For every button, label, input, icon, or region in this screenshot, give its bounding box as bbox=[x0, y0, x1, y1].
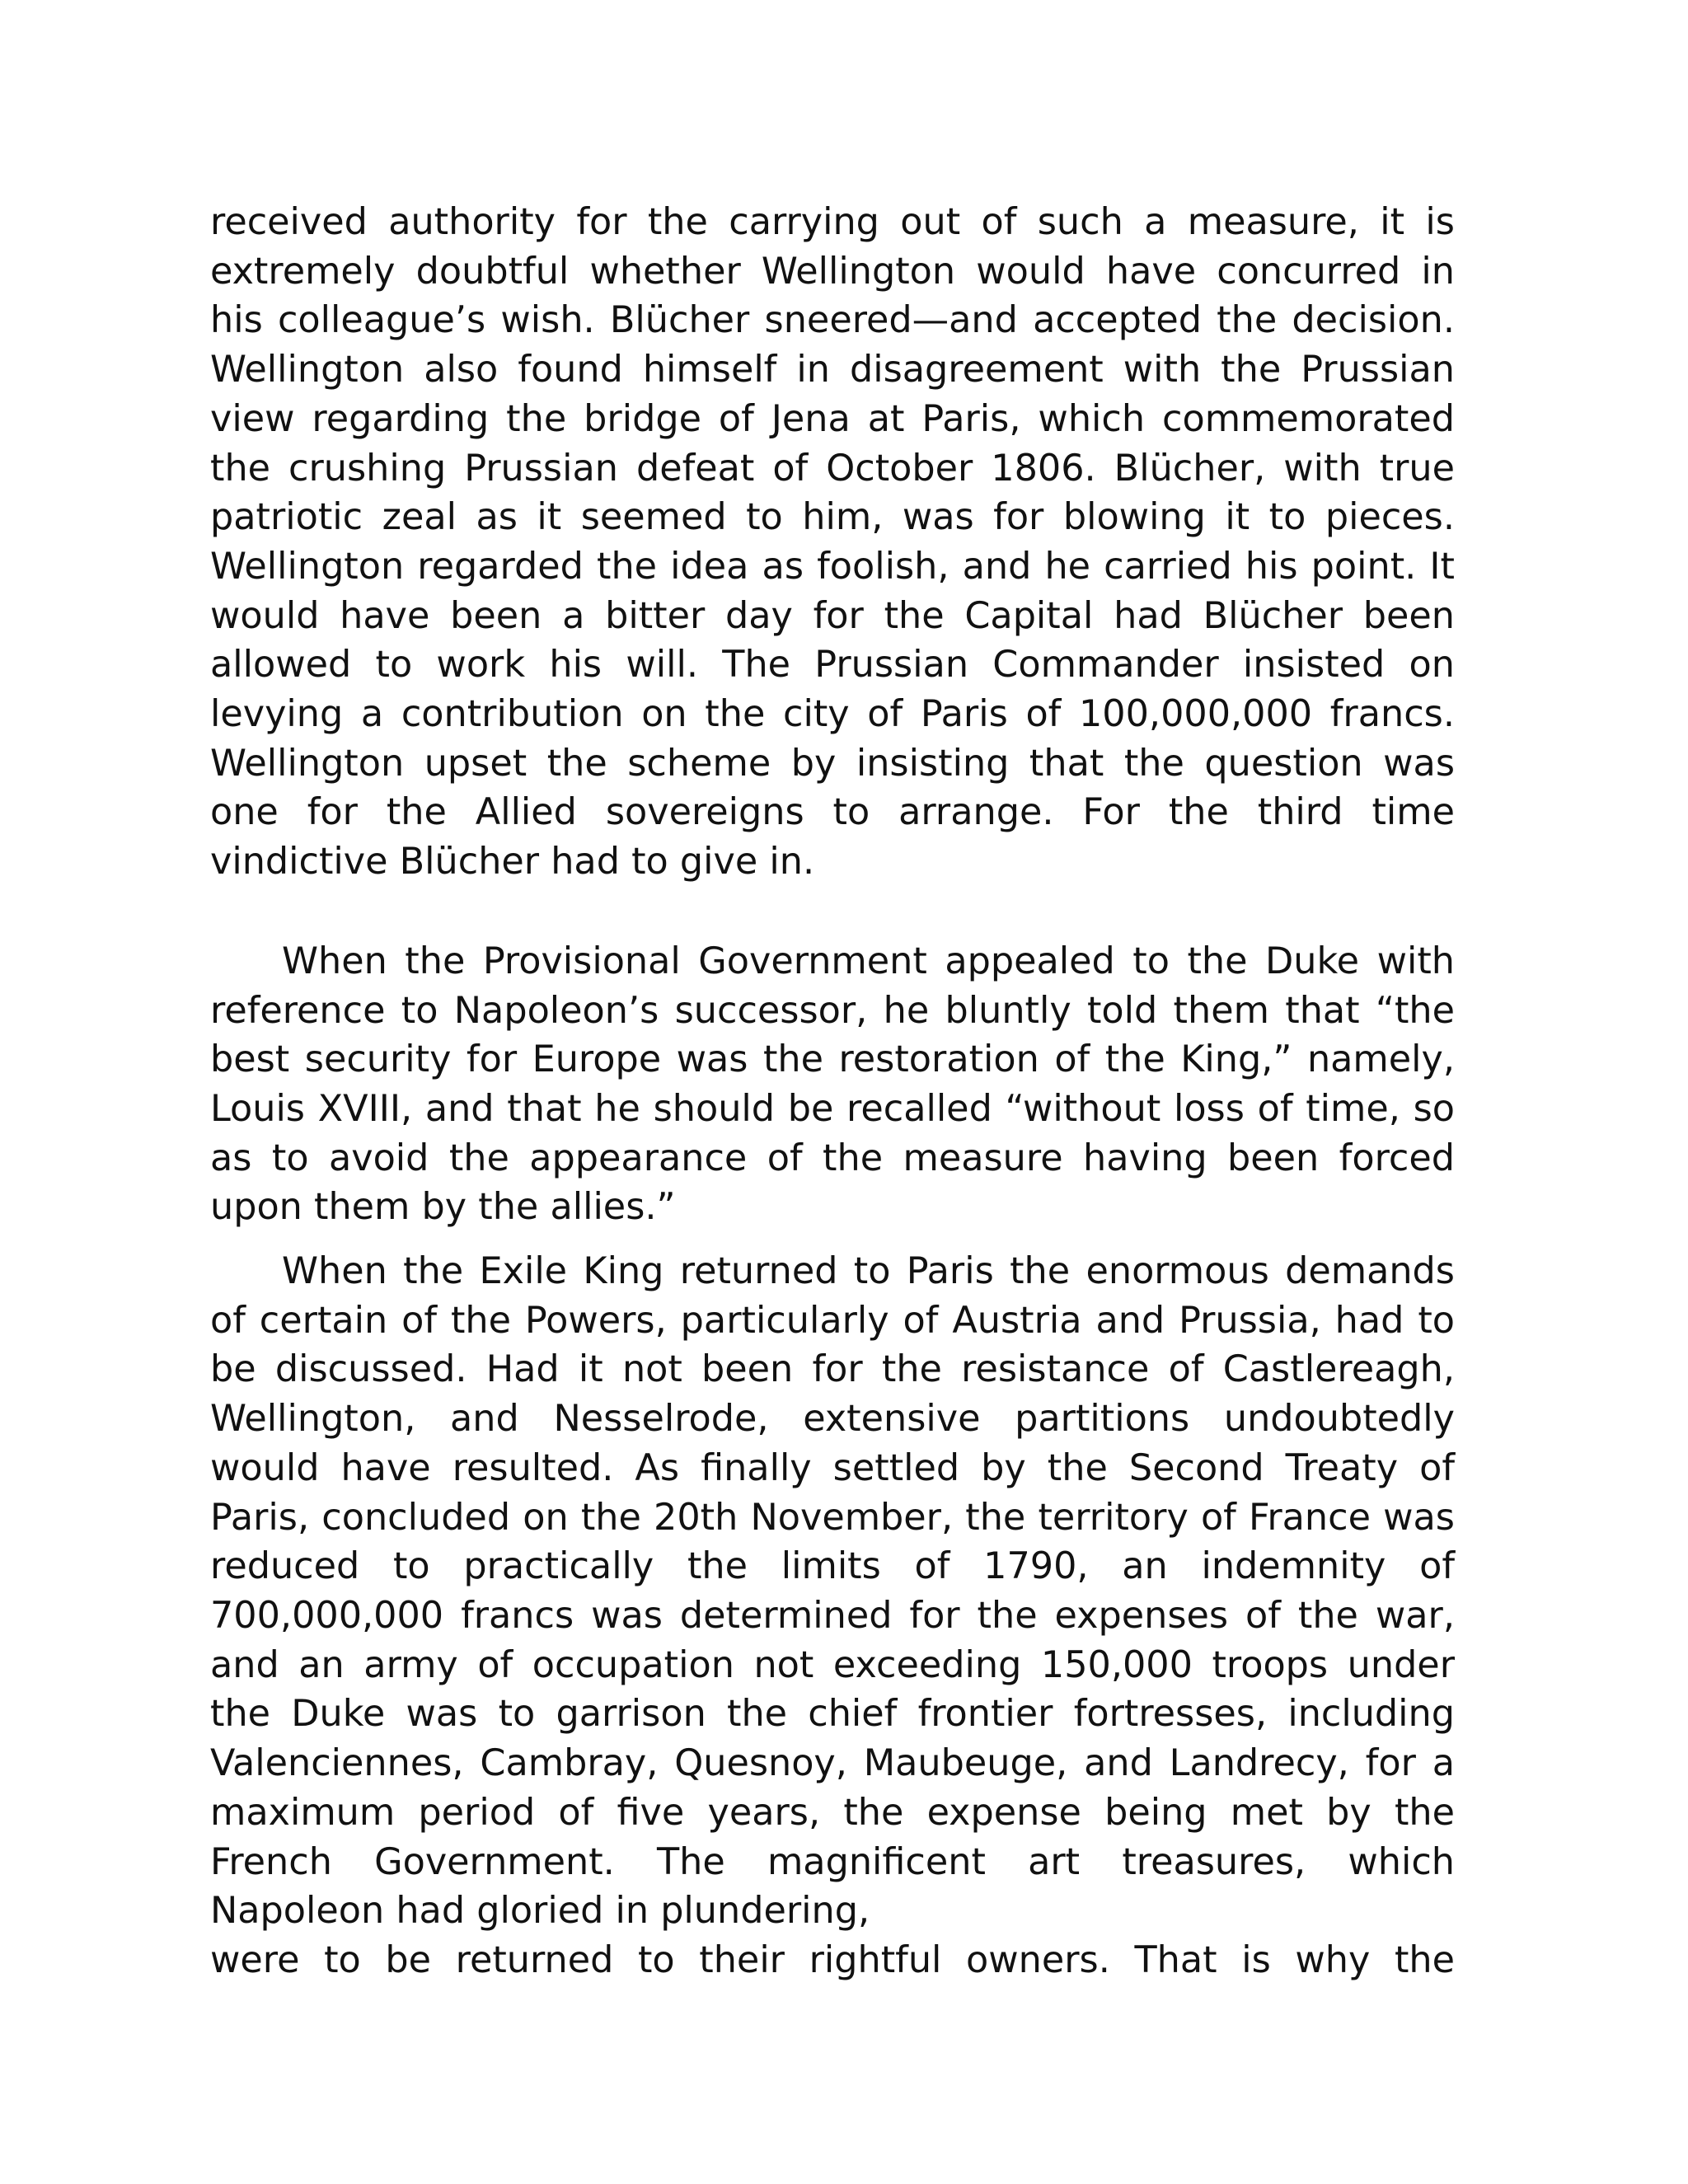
page-body bbox=[210, 198, 1455, 1985]
paragraph-3-final-line: were to be returned to their rightful owners. That is why the bbox=[210, 1938, 1455, 1981]
paragraph-1: received authority for the carrying out of such a measure, it is extremely doubtful whether Wellington would have concurred in his colleague’s wish. Blücher sneered—and accepted the decision. Wellington also found himself in disagreement with the Prussian view regarding the bridge of Jena at Paris, which commemorated the crushing Prussian defeat of October 1806. Blücher, with true patriotic zeal as it seemed to him, was for blowing it to pieces. Wellington regarded the idea as foolish, and he carried his point. It would have been a bitter day for the Capital had Blücher been allowed to work his will. The Prussian Commander insisted on levying a contribution on the city of Paris of 100,000,000 francs. Wellington upset the scheme by insisting that the question was one for the Allied sovereigns to arrange. For the third time vindictive Blücher had to give in. bbox=[210, 201, 1455, 883]
paragraph-3: When the Exile King returned to Paris the enormous demands of certain of the Powers, particularly of Austria and Prussia, had to be discussed. Had it not been for the resistance of Castlereagh, Wellington, and Nesselrode, extensive partitions undoubtedly would have resulted. As finally settled by the Second Treaty of Paris, concluded on the 20th November, the territory of France was reduced to practically the limits of 1790, an indemnity of 700,000,000 francs was determined for the expenses of the war, and an army of occupation not exceeding 150,000 troops under the Duke was to garrison the chief frontier fortresses, including Valenciennes, Cambray, Quesnoy, Maubeuge, and Landrecy, for a maximum period of five years, the expense being met by the French Government. The magnificent art treasures, which Napoleon had gloried in plundering, bbox=[210, 1250, 1455, 1933]
paragraph-2: When the Provisional Government appealed to the Duke with reference to Napoleon’s successor, he bluntly told them that “the best security for Europe was the restoration of the King,” namely, Louis XVIII, and that he should be recalled “without loss of time, so as to avoid the appearance of the measure having been forced upon them by the allies.” bbox=[210, 940, 1455, 1229]
